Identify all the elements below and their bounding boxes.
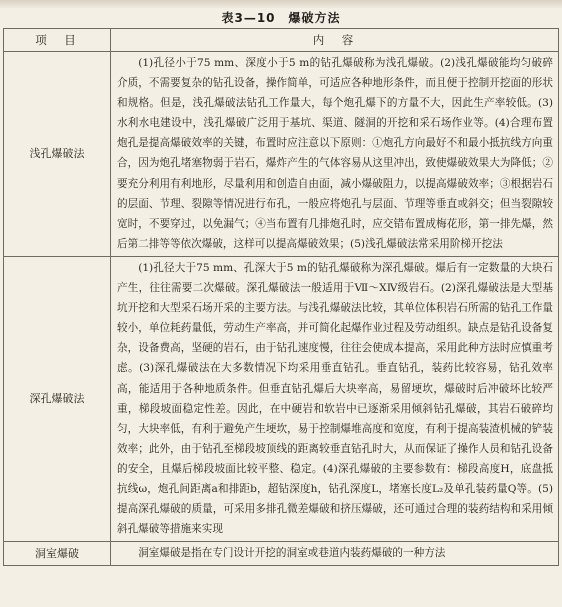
row-item-chamber: 洞室爆破 (4, 542, 111, 566)
row-content-text: (1)孔径小于75 mm、深度小于5 m的钻孔爆破称为浅孔爆破。(2)浅孔爆破能均匀破碎介质，不需要复杂的钻孔设备，操作简单，可适应各种地形条件，而且便于控制开挖面的形状和规格。但是，浅孔爆破法钻孔工作量大，每个炮孔爆下的方量不大，因此生产率较低。(3)水利水电建设中，浅孔爆破广泛用于基坑、渠道、隧洞的开挖和采石场作业等。(4)合理布置炮孔是提高爆破效率的关键，布置时应注意以下原则：①炮孔方向最好不和最小抵抗线方向重合，因为炮孔堵塞物弱于岩石，爆炸产生的气体容易从这里冲出，致使爆破效果大为降低；②要充分利用有利地形，尽量利用和创造自由面，减小爆破阻力，以提高爆破效率；③根据岩石的层面、节理、裂隙等情况进行布孔，一般应将炮孔与层面、节理等垂直或斜交；但当裂隙较宽时，不要穿过，以免漏气；④当布置有几排炮孔时，应交错布置成梅花形，第一排先爆，然后第二排等等依次爆破，这样可以提高爆破效果；(5)浅孔爆破法常采用阶梯开挖法 (117, 57, 553, 250)
row-item-deep-hole: 深孔爆破法 (4, 256, 111, 541)
table-row (4, 542, 559, 566)
table-row (4, 52, 559, 257)
table-row (4, 256, 559, 541)
blasting-methods-table (3, 28, 559, 566)
row-content-chamber (111, 542, 559, 566)
row-content-deep-hole (111, 256, 559, 541)
row-content-text: 洞室爆破是指在专门设计开挖的洞室或巷道内装药爆破的一种方法 (138, 547, 446, 560)
previous-page-edge (0, 0, 562, 8)
header-content: 内 容 (111, 29, 559, 52)
header-row (4, 29, 559, 52)
header-item: 项 目 (4, 29, 111, 52)
row-item-shallow-hole: 浅孔爆破法 (4, 52, 111, 257)
row-content-text: (1)孔径大于75 mm、孔深大于5 m的钻孔爆破称为深孔爆破。爆后有一定数量的大块石产生，往往需要二次爆破。深孔爆破法一般适用于Ⅶ～ⅩⅣ级岩石。(2)深孔爆破法是大型基坑开挖和大型采石场开采的主要方法。与浅孔爆破法比较，其单位体积岩石所需的钻孔工作量较小，单位耗药量低，劳动生产率高，并可简化起爆作业过程及劳动组织。缺点是钻孔设备复杂，设备费高，坚硬的岩石，由于钻孔速度慢，往往会使成本提高，采用此种方法时应慎重考虑。(3)深孔爆破法在大多数情况下均采用垂直钻孔。垂直钻孔，装药比较容易，钻孔效率高，能适用于各种地质条件。但垂直钻孔爆后大块率高，易留埂坎，爆破时后冲破坏比较严重，梯段坡面稳定性差。因此，在中硬岩和软岩中已逐渐采用倾斜钻孔爆破，其岩石破碎均匀，大块率低，有利于避免产生埂坎，易于控制爆堆高度和宽度，有利于提高装渣机械的铲装效率；此外，由于钻孔至梯段坡顶线的距离较垂直钻孔时大，从而保证了操作人员和钻孔设备的安全，且爆后梯段坡面比较平整、稳定。(4)深孔爆破的主要参数有：梯段高度H，底盘抵抗线ω，炮孔间距离a和排距b，超钻深度h，钻孔深度L，堵塞长度L₂及单孔装药量Q等。(5)提高深孔爆破的质量，可采用多排孔微差爆破和挤压爆破，还可通过合理的装药结构和采用倾斜孔爆破等措施来实现 (117, 261, 553, 536)
table-title: 表3—10 爆破方法 (221, 11, 341, 25)
row-content-shallow-hole (111, 52, 559, 257)
